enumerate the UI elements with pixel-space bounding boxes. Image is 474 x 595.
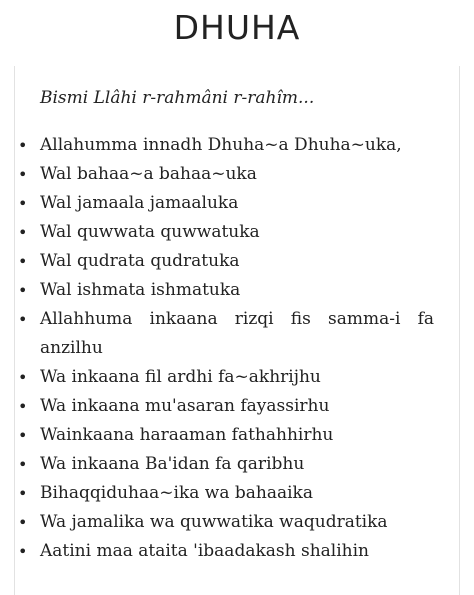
list-item — [0, 189, 474, 218]
bullet-icon: • — [18, 252, 28, 271]
bullet-icon: • — [18, 513, 28, 532]
list-item-text: Wal qudrata qudratuka — [40, 251, 240, 271]
list-item-text: Wa inkaana Ba'idan fa qaribhu — [40, 454, 305, 474]
list-item — [0, 247, 474, 276]
bullet-icon: • — [18, 426, 28, 445]
list-item-text: Wal ishmata ishmatuka — [40, 280, 241, 300]
page-title: DHUHA — [173, 8, 301, 47]
bullet-icon: • — [18, 455, 28, 474]
list-item — [0, 131, 474, 160]
bullet-icon: • — [18, 484, 28, 503]
bullet-icon: • — [18, 223, 28, 242]
list-item-text: Wal jamaala jamaaluka — [40, 193, 239, 213]
list-item — [0, 450, 474, 479]
bullet-icon: • — [18, 310, 28, 329]
intro-text: Bismi Llâhi r-rahmâni r-rahîm... — [40, 88, 315, 108]
prayer-list — [0, 131, 474, 566]
bullet-icon: • — [18, 368, 28, 387]
list-item — [0, 479, 474, 508]
list-item-text: Aatini maa ataita 'ibaadakash shalihin — [40, 541, 369, 561]
list-item — [0, 305, 474, 363]
bullet-icon: • — [18, 397, 28, 416]
list-item-text: Wainkaana haraaman fathahhirhu — [40, 425, 334, 445]
bullet-icon: • — [18, 194, 28, 213]
list-item-text: Wal quwwata quwwatuka — [40, 222, 260, 242]
list-item-text: Wa jamalika wa quwwatika waqudratika — [40, 512, 388, 532]
list-item-text: Bihaqqiduhaa~ika wa bahaaika — [40, 483, 313, 503]
bullet-icon: • — [18, 281, 28, 300]
list-item — [0, 276, 474, 305]
list-item — [0, 421, 474, 450]
bullet-icon: • — [18, 136, 28, 155]
list-item-text: Wa inkaana mu'asaran fayassirhu — [40, 396, 330, 416]
list-item — [0, 392, 474, 421]
list-item — [0, 537, 474, 566]
list-item — [0, 508, 474, 537]
list-item-text: Wa inkaana fil ardhi fa~akhrijhu — [40, 367, 321, 387]
list-item — [0, 363, 474, 392]
list-item — [0, 218, 474, 247]
list-item-text: Allahhuma inkaana rizqi fis samma-i fa anzilhu — [40, 309, 434, 358]
list-item-text: Wal bahaa~a bahaa~uka — [40, 164, 257, 184]
bullet-icon: • — [18, 165, 28, 184]
list-item-text: Allahumma innadh Dhuha~a Dhuha~uka, — [40, 135, 402, 155]
list-item — [0, 160, 474, 189]
bullet-icon: • — [18, 542, 28, 561]
